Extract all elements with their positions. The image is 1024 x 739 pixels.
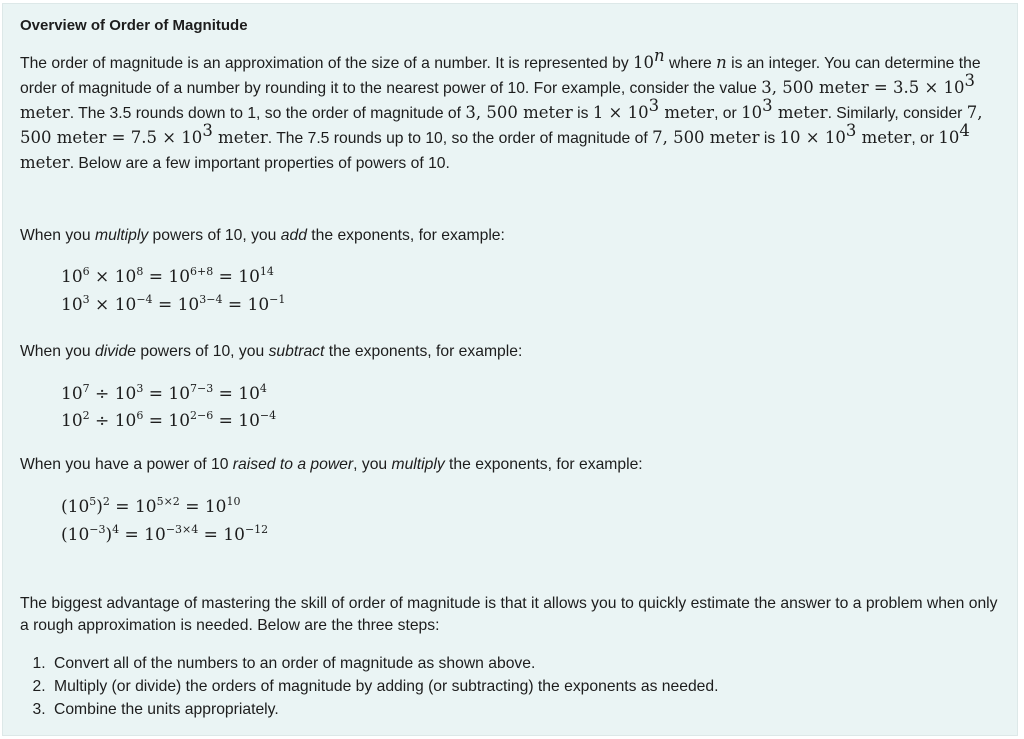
page-title: Overview of Order of Magnitude <box>20 17 248 34</box>
multiply-equation-2: $10^3 \times 10^{-4} = 10^{3-4} = 10^{-1}$ <box>61 293 286 315</box>
advantage-paragraph: The biggest advantage of mastering the skill of order of magnitude is that it allows you to quickly estimate the answer to a problem when only a rough approximation is needed. Below are the three steps: <box>20 595 998 634</box>
list-item: 1. Convert all of the numbers to an order of magnitude as shown above. <box>50 652 718 675</box>
multiply-equation-1: $10^6 \times 10^8 = 10^{6+8} = 10^{14}$ <box>61 265 274 287</box>
steps-list <box>20 652 718 721</box>
list-item: 3. Combine the units appropriately. <box>50 698 718 721</box>
list-item: 2. Multiply (or divide) the orders of magnitude by adding (or subtracting) the exponents as needed. <box>50 675 718 698</box>
power-equation-2: $(10^{-3})^4 = 10^{-3\times 4} = 10^{-12}$ <box>61 523 269 545</box>
divide-equation-1: $10^7 \div 10^3 = 10^{7-3} = 10^4$ <box>61 382 267 404</box>
intro-paragraph: The order of magnitude is an approximation of the size of a number. It is represented by 10$^n$ where n is an integer. You can determine the order of magnitude of a number by rounding it to the nearest power of 10. For example, consider the value 3, 500 meter = $3.5 \times 10^3$ meter. The 3.5 rounds down to 1, so the order of magnitude of 3, 500 meter is $1 \times 10^3$ meter, or $10^3$ meter. Similarly, consider 7, 500 meter = $7.5 \times 10^3$ meter. The 7.5 rounds up to 10, so the order of magnitude of 7, 500 meter is $10 \times 10^3$ meter, or $10^4$ meter. Below are a few important properties of powers of 10. <box>20 46 983 172</box>
divide-rule: When you divide powers of 10, you subtract the exponents, for example: <box>20 343 523 360</box>
power-equation-1: $(10^5)^2 = 10^{5\times 2} = 10^{10}$ <box>61 495 241 517</box>
divide-equation-2: $10^2 \div 10^6 = 10^{2-6} = 10^{-4}$ <box>61 409 277 431</box>
power-rule: When you have a power of 10 raised to a power, you multiply the exponents, for example: <box>20 456 643 473</box>
multiply-rule: When you multiply powers of 10, you add the exponents, for example: <box>20 227 505 244</box>
